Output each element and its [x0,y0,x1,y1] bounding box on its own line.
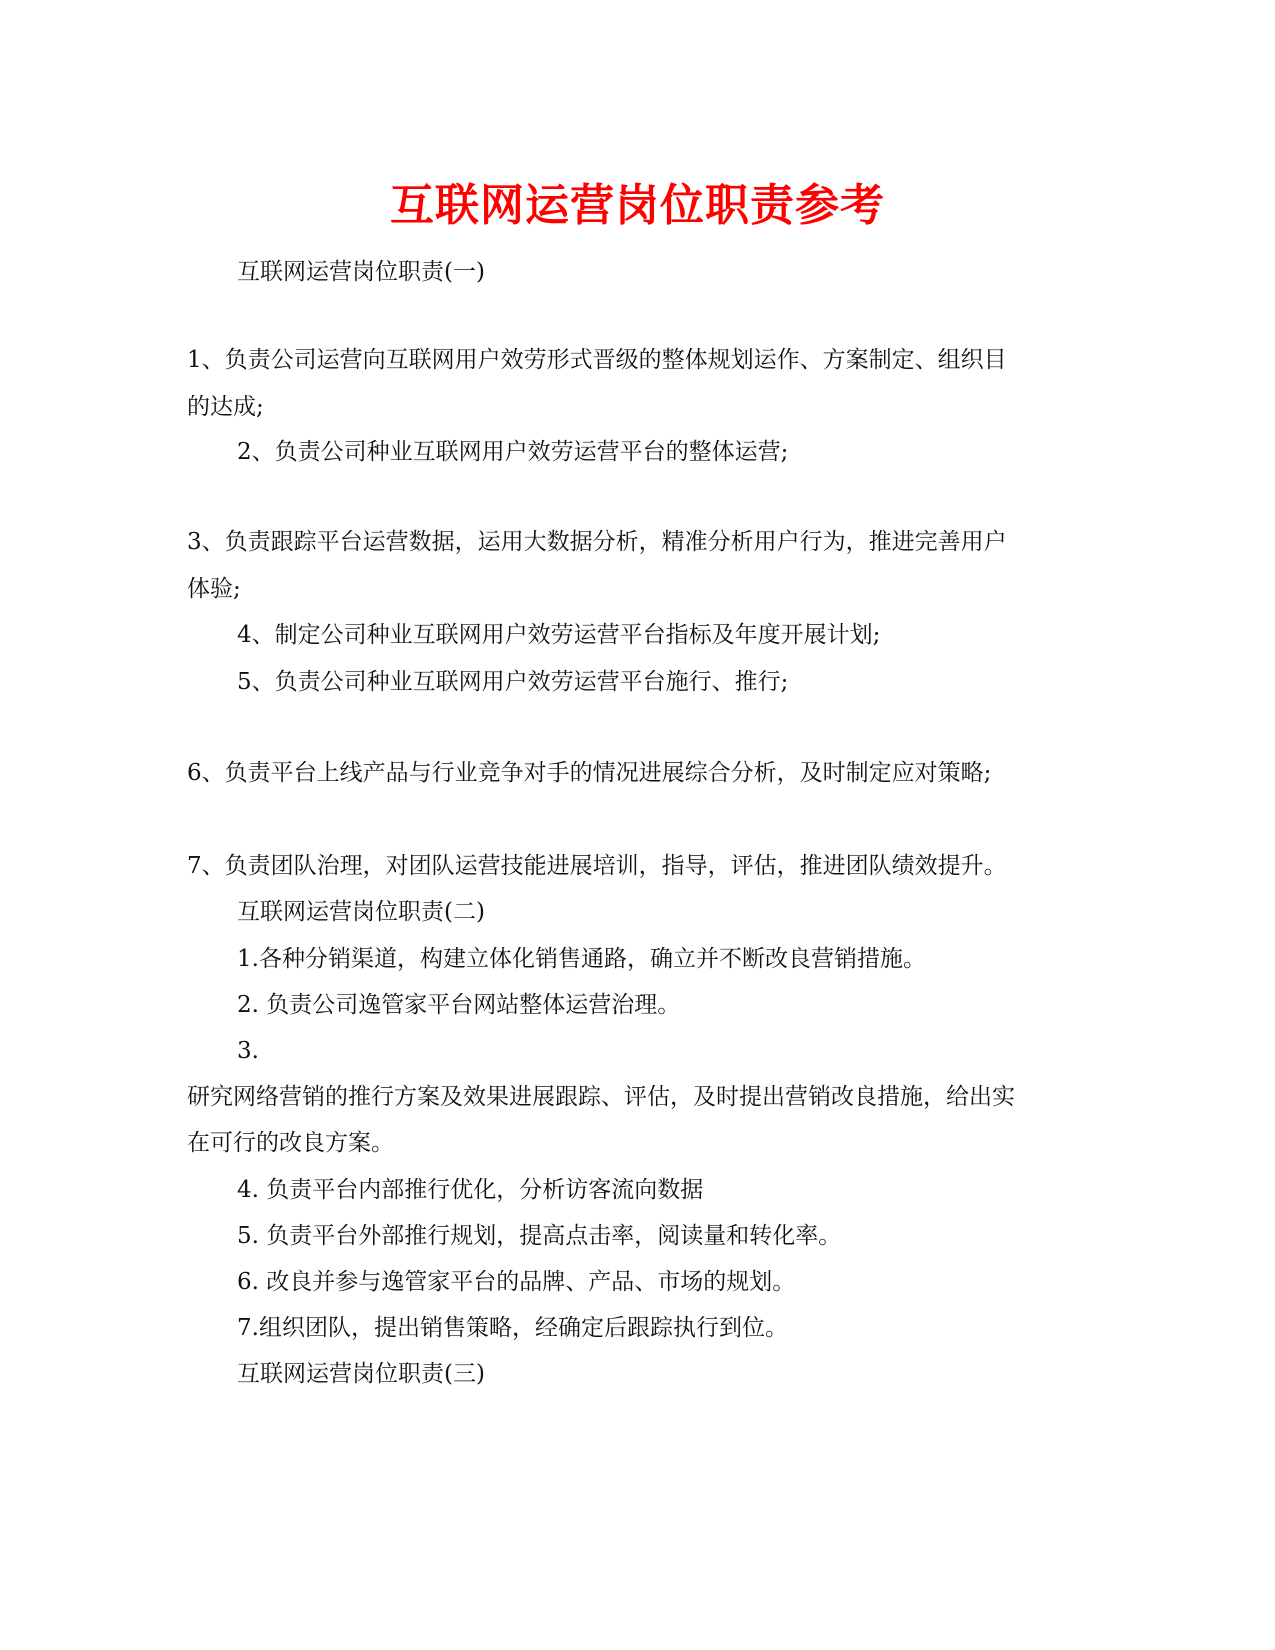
paragraph-line: 的达成; [187,394,264,420]
paragraph-line: 7、负责团队治理，对团队运营技能进展培训，指导，评估，推进团队绩效提升。 [187,853,1007,879]
paragraph-line: 在可行的改良方案。 [187,1130,394,1156]
section-heading-1: 互联网运营岗位职责(一) [237,259,485,285]
paragraph-line: 体验; [187,576,241,602]
paragraph-line: 5、负责公司种业互联网用户效劳运营平台施行、推行; [237,669,789,695]
paragraph-line: 4. 负责平台内部推行优化，分析访客流向数据 [237,1177,704,1203]
paragraph-line: 4、制定公司种业互联网用户效劳运营平台指标及年度开展计划; [237,622,881,648]
document-title: 互联网运营岗位职责参考 [390,180,885,231]
paragraph-line: 5. 负责平台外部推行规划，提高点击率，阅读量和转化率。 [237,1223,842,1249]
paragraph-line: 6、负责平台上线产品与行业竞争对手的情况进展综合分析，及时制定应对策略; [187,760,992,786]
paragraph-line: 1.各种分销渠道，构建立体化销售通路，确立并不断改良营销措施。 [237,946,926,972]
paragraph-line: 3、负责跟踪平台运营数据，运用大数据分析，精准分析用户行为，推进完善用户 [187,529,1007,555]
paragraph-line: 2、负责公司种业互联网用户效劳运营平台的整体运营; [237,439,789,465]
paragraph-line: 1、负责公司运营向互联网用户效劳形式晋级的整体规划运作、方案制定、组织目 [187,347,1007,373]
section-heading-3: 互联网运营岗位职责(三) [237,1361,485,1387]
paragraph-line: 6. 改良并参与逸管家平台的品牌、产品、市场的规划。 [237,1269,796,1295]
section-heading-2: 互联网运营岗位职责(二) [237,899,485,925]
paragraph-line: 2. 负责公司逸管家平台网站整体运营治理。 [237,992,681,1018]
paragraph-line: 3. [237,1038,259,1064]
paragraph-line: 研究网络营销的推行方案及效果进展跟踪、评估，及时提出营销改良措施，给出实 [187,1084,1015,1110]
paragraph-line: 7.组织团队，提出销售策略，经确定后跟踪执行到位。 [237,1315,788,1341]
